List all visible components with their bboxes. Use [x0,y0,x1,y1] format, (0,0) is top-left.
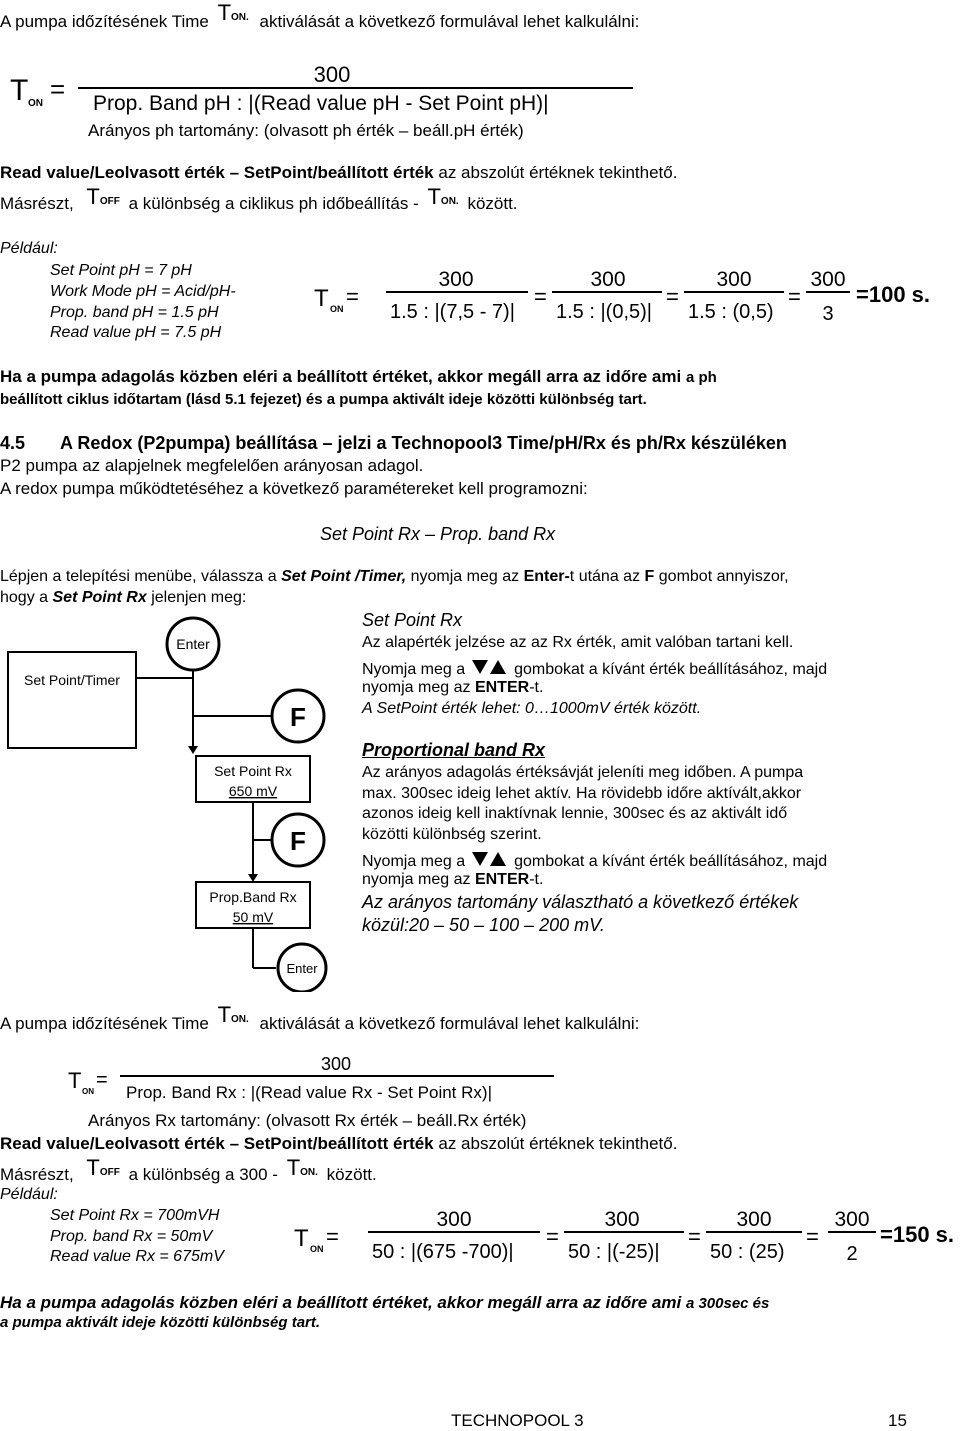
svg-text:Enter: Enter [176,636,210,652]
pb-rx-press: Nyomja meg a gombokat a kívánt érték beállításához, majd [362,850,827,871]
sp-rx-range: A SetPoint érték lehet: 0…1000mV érték között. [362,700,702,717]
sp-rx-press2: nyomja meg az ENTER-t. [362,679,544,696]
ph-read-value-line: Read value/Leolvasott érték – SetPoint/beállított érték az abszolút értéknek tekinthető. [0,163,678,182]
ph-example-label: Például: [0,240,58,257]
svg-text:=: = [96,1069,108,1091]
svg-text:1.5 : (0,5): 1.5 : (0,5) [688,301,774,323]
svg-text:300: 300 [834,1208,870,1231]
svg-text:300: 300 [604,1208,640,1231]
svg-text:ON: ON [330,304,344,314]
svg-text:50 : |(675 -700)|: 50 : |(675 -700)| [372,1241,514,1263]
enter-button-top [167,618,219,670]
t-off-symbol: TOFF [86,1155,120,1180]
svg-text:300: 300 [716,268,752,291]
ph-intro-before: A pumpa időzítésének Time [0,12,209,31]
rx-example-formula [290,1202,960,1272]
redox-params-title: Set Point Rx – Prop. band Rx [320,524,556,544]
svg-text:=150 s.: =150 s. [880,1222,955,1247]
setpoint-timer-box [8,652,136,748]
svg-text:=: = [666,284,679,309]
svg-text:F: F [290,826,306,856]
svg-text:T: T [68,1068,82,1093]
svg-text:ON: ON [82,1087,94,1096]
redox-line2: P2 pumpa az alapjelnek megfelelően arányosan adagol. [0,456,424,475]
sp-rx-title: Set Point Rx [362,610,463,630]
svg-text:=: = [788,284,801,309]
svg-text:=: = [546,1224,559,1249]
svg-text:Set Point Rx: Set Point Rx [214,763,292,779]
svg-text:F: F [290,702,306,732]
ph-example-line: Read value pH = 7.5 pH [50,324,222,341]
svg-text:300: 300 [320,1054,352,1074]
rx-example-line: Prop. band Rx = 50mV [50,1228,213,1245]
enter-button-bottom [278,944,326,992]
rx-intro-line: A pumpa időzítésének Time TON. aktiválását a következő formulával lehet kalkulálni: [0,1002,640,1033]
pb-rx-line: közötti különbség szerint. [362,826,542,843]
svg-text:=: = [534,284,547,309]
rx-masreszt-line: Másrészt, TOFF a különbség a 300 - TON. között. [0,1155,377,1184]
svg-text:3: 3 [822,303,834,325]
svg-text:=: = [688,1224,701,1249]
ph-example-formula [310,262,950,330]
rx-conclusion-line2: a pumpa aktivált ideje közötti különbség tart. [0,1314,321,1331]
t-off-symbol: TOFF [86,184,120,209]
svg-text:Prop. Band Rx : |(Read value R: Prop. Band Rx : |(Read value Rx - Set Point Rx)| [126,1083,492,1102]
svg-text:300: 300 [736,1208,772,1231]
setpoint-rx-box [196,756,310,802]
svg-text:Set Point/Timer: Set Point/Timer [24,672,120,688]
ph-intro-after: aktiválását a következő formulával lehet kalkulálni: [259,12,640,31]
svg-text:=: = [326,1224,339,1249]
svg-text:300: 300 [438,268,474,291]
rx-conclusion-line1: Ha a pumpa adagolás közben eléri a beállított értéket, akkor megáll arra az időre ami a 300sec és [0,1293,770,1312]
ph-formula [8,62,648,122]
svg-text:ON: ON [28,98,43,109]
svg-text:50 mV: 50 mV [232,909,274,925]
prop-band-rx-box [196,882,310,928]
f-button-2 [272,814,324,866]
sp-rx-desc: Az alapérték jelzése az az Rx érték, amit valóban tartani kell. [362,634,794,651]
ph-masreszt-line: Másrészt, TOFF a különbség a ciklikus ph időbeállítás - TON. között. [0,184,518,213]
svg-text:Prop.Band Rx: Prop.Band Rx [209,889,297,905]
pb-rx-line: Az arányos adagolás értéksávját jeleníti meg időben. A pumpa [362,764,804,781]
svg-text:=: = [346,284,359,309]
rx-example-line: Set Point Rx = 700mVH [50,1207,220,1224]
svg-text:Enter: Enter [286,961,318,976]
pb-rx-choice: Az arányos tartomány választható a következő értékek [362,892,799,912]
svg-text:300: 300 [810,268,846,291]
arrow-up-down-icon [470,658,510,676]
redox-line3: A redox pumpa működtetéséhez a következő paramétereket kell programozni: [0,479,588,498]
arrow-up-down-icon [470,850,510,868]
svg-text:650 mV: 650 mV [228,783,278,799]
t-on-symbol: TON. [217,1002,249,1027]
ph-example-line: Work Mode pH = Acid/pH- [50,283,236,300]
ph-conclusion-line2: beállított ciklus időtartam (lásd 5.1 fejezet) és a pumpa aktivált ideje közötti különbség tart. [0,391,647,408]
rx-formula [66,1052,566,1108]
svg-text:=: = [806,1224,819,1249]
svg-text:50 : (25): 50 : (25) [710,1241,785,1263]
formula-t: T [10,74,29,107]
footer-doc-name: TECHNOPOOL 3 [451,1411,584,1430]
rx-example-label: Például: [0,1186,58,1203]
svg-text:=: = [50,74,66,104]
redox-heading: 4.5 A Redox (P2pumpa) beállítása – jelzi a Technopool3 Time/pH/Rx és ph/Rx készüléken [0,433,787,453]
ph-formula-numerator: 300 [313,62,351,87]
ph-formula-denominator: Prop. Band pH : |(Read value pH - Set Point pH)| [93,92,549,115]
pb-rx-line: max. 300sec ideig lehet aktív. Ha rövidebb időre aktívált,akkor [362,785,802,802]
rx-read-value-line: Read value/Leolvasott érték – SetPoint/beállított érték az abszolút értéknek tekinthető. [0,1134,678,1153]
redox-instruction-line1: Lépjen a telepítési menübe, válassza a Set Point /Timer, nyomja meg az Enter-t utána az F gombot annyiszor, [0,568,789,585]
pb-rx-title: Proportional band Rx [362,740,546,760]
t-on-symbol: TON. [217,0,249,25]
svg-text:1.5 : |(0,5)|: 1.5 : |(0,5)| [556,301,652,323]
svg-text:T: T [294,1225,309,1252]
footer-page-number: 15 [888,1411,907,1430]
ph-conclusion-line1: Ha a pumpa adagolás közben eléri a beállított értéket, akkor megáll arra az időre ami a ph [0,367,717,386]
svg-text:T: T [314,285,329,312]
pb-rx-line: azonos ideig kell inaktívnak lennie, 300sec és az aktivált idő [362,805,788,822]
sp-rx-press: Nyomja meg a gombokat a kívánt érték beállításához, majd [362,658,827,679]
svg-text:300: 300 [436,1208,472,1231]
svg-text:2: 2 [846,1243,858,1265]
svg-text:1.5 : |(7,5 - 7)|: 1.5 : |(7,5 - 7)| [390,301,515,323]
ph-example-line: Prop. band pH = 1.5 pH [50,304,219,321]
svg-text:50 : |(-25)|: 50 : |(-25)| [568,1241,660,1263]
ph-example-line: Set Point pH = 7 pH [50,262,192,279]
t-on-symbol: TON. [286,1155,318,1180]
redox-instruction-line2: hogy a Set Point Rx jelenjen meg: [0,589,247,606]
f-button-1 [272,690,324,742]
t-on-symbol: TON. [427,184,459,209]
rx-example-line: Read value Rx = 675mV [50,1248,224,1265]
svg-text:300: 300 [590,268,626,291]
pb-rx-press2: nyomja meg az ENTER-t. [362,871,544,888]
svg-text:=100 s.: =100 s. [856,282,931,307]
svg-text:ON: ON [310,1244,324,1254]
rx-ratio-line: Arányos Rx tartomány: (olvasott Rx érték – beáll.Rx érték) [88,1111,527,1130]
ph-ratio-line: Arányos ph tartomány: (olvasott ph érték – beáll.pH érték) [88,121,524,140]
pb-rx-choice: közül:20 – 50 – 100 – 200 mV. [362,915,605,935]
ph-intro-line [0,0,640,32]
menu-flow-diagram [0,612,360,992]
